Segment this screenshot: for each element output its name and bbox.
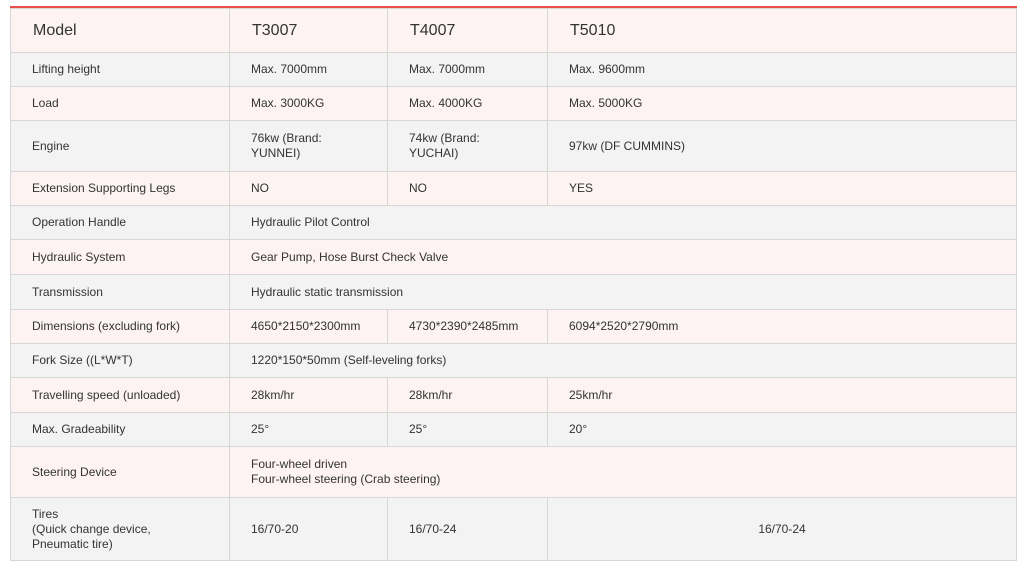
spec-table-container (10, 6, 1017, 561)
cell-all-models: 1220*150*50mm (Self-leveling forks) (230, 344, 1017, 378)
header-model-t5010: T5010 (548, 9, 1017, 53)
cell-t5010: 97kw (DF CUMMINS) (548, 121, 1017, 172)
cell-t4007 (388, 121, 548, 172)
cell-line: YUNNEI) (251, 146, 301, 160)
table-row (11, 240, 1017, 275)
table-row (11, 344, 1017, 378)
header-model-t4007: T4007 (388, 9, 548, 53)
header-model-label: Model (11, 9, 230, 53)
table-row (11, 498, 1017, 561)
cell-t5010: Max. 9600mm (548, 53, 1017, 87)
row-label: Lifting height (11, 53, 230, 87)
row-label: Max. Gradeability (11, 413, 230, 447)
table-row (11, 275, 1017, 310)
table-row (11, 53, 1017, 87)
label-line: Tires (32, 506, 59, 521)
table-row (11, 87, 1017, 121)
cell-t5010: 20° (548, 413, 1017, 447)
row-label (11, 498, 230, 561)
table-row (11, 172, 1017, 206)
cell-line: Four-wheel steering (Crab steering) (251, 472, 441, 486)
cell-t3007: 4650*2150*2300mm (230, 310, 388, 344)
cell-t5010: YES (548, 172, 1017, 206)
cell-t4007: 16/70-24 (388, 498, 548, 561)
cell-t5010: 6094*2520*2790mm (548, 310, 1017, 344)
cell-t3007: Max. 7000mm (230, 53, 388, 87)
row-label: Extension Supporting Legs (11, 172, 230, 206)
cell-t4007: 4730*2390*2485mm (388, 310, 548, 344)
table-row (11, 413, 1017, 447)
row-label: Travelling speed (unloaded) (11, 378, 230, 413)
table-row (11, 206, 1017, 240)
header-model-t3007: T3007 (230, 9, 388, 53)
cell-t5010: 25km/hr (548, 378, 1017, 413)
label-line: (Quick change device, (32, 521, 151, 536)
cell-all-models: Hydraulic static transmission (230, 275, 1017, 310)
cell-line: YUCHAI) (409, 146, 459, 160)
table-row (11, 121, 1017, 172)
row-label: Hydraulic System (11, 240, 230, 275)
spec-table (10, 8, 1017, 561)
label-line: Pneumatic tire) (32, 536, 113, 551)
cell-t4007: 28km/hr (388, 378, 548, 413)
cell-t4007: 25° (388, 413, 548, 447)
row-label: Steering Device (11, 447, 230, 498)
cell-all-models (230, 447, 1017, 498)
cell-line: Four-wheel driven (251, 457, 348, 471)
cell-t3007: 25° (230, 413, 388, 447)
table-header-row (11, 9, 1017, 53)
cell-t5010: Max. 5000KG (548, 87, 1017, 121)
table-row (11, 447, 1017, 498)
cell-line: 74kw (Brand: (409, 131, 480, 145)
cell-t4007: NO (388, 172, 548, 206)
cell-t3007: NO (230, 172, 388, 206)
cell-t3007 (230, 121, 388, 172)
cell-t4007: Max. 4000KG (388, 87, 548, 121)
table-row (11, 310, 1017, 344)
cell-t3007: 28km/hr (230, 378, 388, 413)
table-row (11, 378, 1017, 413)
cell-all-models: Gear Pump, Hose Burst Check Valve (230, 240, 1017, 275)
row-label: Dimensions (excluding fork) (11, 310, 230, 344)
cell-line: 76kw (Brand: (251, 131, 322, 145)
row-label: Fork Size ((L*W*T) (11, 344, 230, 378)
cell-all-models: Hydraulic Pilot Control (230, 206, 1017, 240)
row-label: Engine (11, 121, 230, 172)
row-label: Operation Handle (11, 206, 230, 240)
cell-t3007: Max. 3000KG (230, 87, 388, 121)
row-label: Load (11, 87, 230, 121)
cell-t5010: 16/70-24 (548, 498, 1017, 561)
cell-t4007: Max. 7000mm (388, 53, 548, 87)
row-label: Transmission (11, 275, 230, 310)
cell-t3007: 16/70-20 (230, 498, 388, 561)
